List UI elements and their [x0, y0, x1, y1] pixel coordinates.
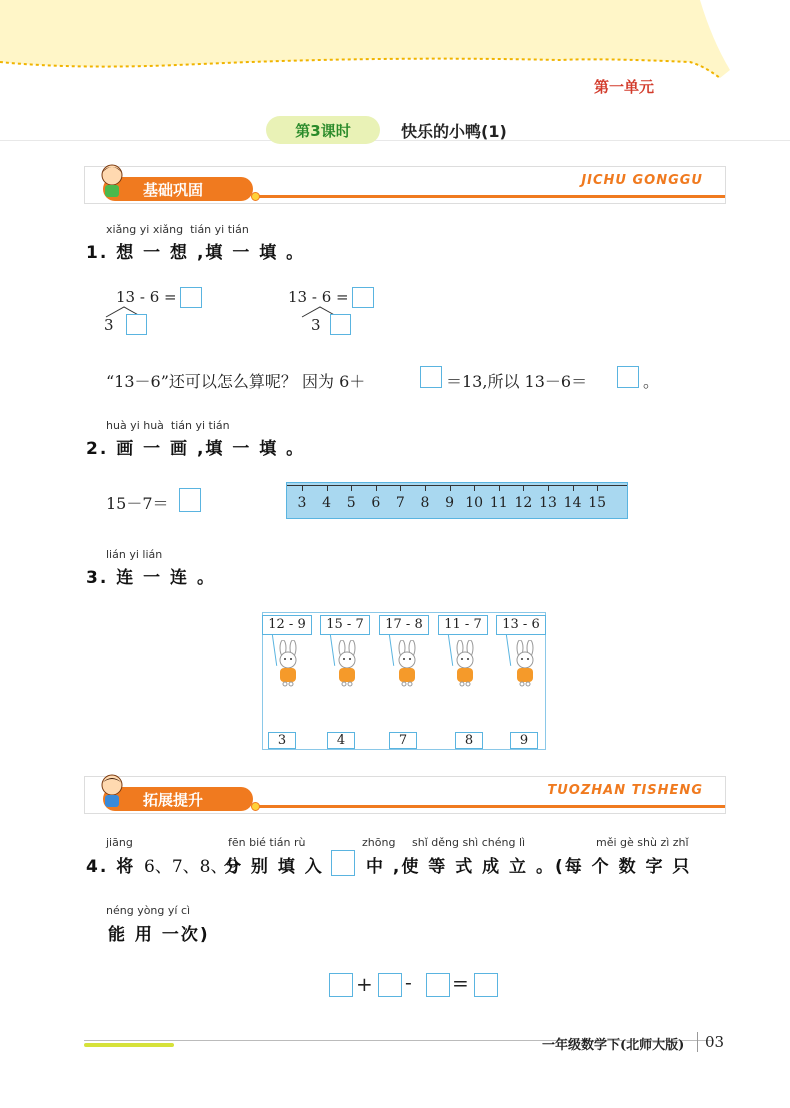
number-line-axis [287, 485, 627, 486]
q1-sentence-box-1[interactable] [420, 366, 442, 388]
top-banner [0, 0, 790, 80]
q4-text-3: 中 ,使 等 式 成 立 。(每 个 数 字 只 [366, 857, 692, 877]
lesson-title: 快乐的小鸭(1) [401, 122, 507, 141]
footer-accent [84, 1043, 174, 1047]
section-dot [251, 192, 260, 201]
number-line-tick [425, 485, 426, 491]
section-en-basic: JICHU GONGGU [581, 173, 703, 188]
q4-pinyin-2: fēn bié tián rù [228, 836, 306, 849]
rabbit-icon [507, 640, 543, 690]
footer-separator [697, 1032, 698, 1052]
q1-sentence-2: ＝13,所以 13－6＝ [446, 372, 588, 391]
number-line-label: 5 [346, 495, 356, 511]
section-underline [253, 805, 725, 808]
answer-card[interactable]: 3 [268, 732, 296, 749]
q2-label: 2. 画 一 画 ,填 一 填 。 [86, 439, 306, 459]
lesson-badge: 第3课时 [266, 116, 380, 144]
q4-text-1: 4. 将 [86, 857, 136, 877]
number-line-label: 6 [371, 495, 381, 511]
q4-box-2[interactable] [378, 973, 402, 997]
q2-answer-box[interactable] [179, 488, 201, 512]
rabbit-icon [270, 640, 306, 690]
q4-sample-box [331, 850, 355, 876]
section-dot [251, 802, 260, 811]
answer-card[interactable]: 7 [389, 732, 417, 749]
q1-expr-a: 13 - 6 = [116, 288, 177, 306]
q1-pinyin: xiǎng yi xiǎng tián yi tián [106, 223, 249, 236]
expression-card[interactable]: 12 - 9 [262, 615, 312, 635]
number-line-label: 7 [395, 495, 405, 511]
q1-sentence-end: 。 [643, 372, 660, 391]
q1-label: 1. 想 一 想 ,填 一 填 。 [86, 243, 306, 263]
rabbit-icon [329, 640, 365, 690]
q4-text-2: 分 别 填 入 [224, 857, 324, 877]
expression-card[interactable]: 13 - 6 [496, 615, 546, 635]
q1-split-box-a[interactable] [126, 314, 147, 335]
boy-mascot-icon [95, 771, 129, 809]
answer-card[interactable]: 4 [327, 732, 355, 749]
q4-op-eq: = [452, 971, 469, 995]
section-title-extend: 拓展提升 [103, 787, 253, 811]
number-line-tick [499, 485, 500, 491]
expression-card[interactable]: 17 - 8 [379, 615, 429, 635]
rabbit-icon [389, 640, 425, 690]
number-line [286, 482, 628, 519]
number-line-tick [474, 485, 475, 491]
q4-pinyin-6: néng yòng yí cì [106, 904, 191, 917]
number-line-label: 11 [489, 495, 508, 511]
q2-expr: 15－7＝ [106, 494, 169, 513]
unit-title: 第一单元 [594, 78, 655, 96]
q1-expr-b: 13 - 6 = [288, 288, 349, 306]
section-underline [253, 195, 725, 198]
number-line-tick [400, 485, 401, 491]
q2-pinyin: huà yi huà tián yi tián [106, 419, 230, 432]
number-line-tick [376, 485, 377, 491]
number-line-label: 4 [322, 495, 332, 511]
number-line-tick [523, 485, 524, 491]
banner-wave [0, 0, 790, 80]
number-line-tick [597, 485, 598, 491]
number-line-label: 8 [420, 495, 430, 511]
number-line-tick [548, 485, 549, 491]
q1-sentence-1: “13－6”还可以怎么算呢？ 因为 6＋ [106, 372, 366, 391]
number-line-label: 12 [514, 495, 533, 511]
answer-card[interactable]: 8 [455, 732, 483, 749]
section-title-basic: 基础巩固 [103, 177, 253, 201]
number-line-tick [351, 485, 352, 491]
expression-card[interactable]: 15 - 7 [320, 615, 370, 635]
section-en-extend: TUOZHAN TISHENG [547, 783, 703, 798]
girl-mascot-icon [95, 161, 129, 199]
q4-box-3[interactable] [426, 973, 450, 997]
expression-card[interactable]: 11 - 7 [438, 615, 488, 635]
number-line-tick [573, 485, 574, 491]
q1-answer-box-b[interactable] [352, 287, 374, 308]
rabbit-icon [447, 640, 483, 690]
section-bar-extend [84, 776, 726, 814]
number-line-tick [327, 485, 328, 491]
answer-card[interactable]: 9 [510, 732, 538, 749]
q4-op-minus: - [405, 970, 412, 994]
divider [0, 140, 790, 141]
q1-sentence-box-2[interactable] [617, 366, 639, 388]
q3-pinyin: lián yi lián [106, 548, 163, 561]
section-bar-basic [84, 166, 726, 204]
page-number: 03 [705, 1033, 725, 1051]
q4-text-4: 能 用 一次) [108, 925, 210, 945]
number-line-label: 15 [588, 495, 607, 511]
q4-numbers: 6、7、8、9 [144, 857, 239, 877]
q1-answer-box-a[interactable] [180, 287, 202, 308]
number-line-label: 3 [297, 495, 307, 511]
footer-book-title: 一年级数学下(北师大版) [542, 1038, 685, 1053]
number-line-label: 14 [563, 495, 582, 511]
number-line-tick [450, 485, 451, 491]
q1-part-a: 3 [104, 316, 114, 334]
number-line-label: 9 [445, 495, 455, 511]
q4-pinyin-3: zhōng [362, 836, 396, 849]
number-line-label: 10 [465, 495, 484, 511]
number-line-tick [302, 485, 303, 491]
q4-op-plus: + [356, 972, 373, 996]
q1-part-b: 3 [311, 316, 321, 334]
q4-box-4[interactable] [474, 973, 498, 997]
q3-label: 3. 连 一 连 。 [86, 568, 216, 588]
q4-pinyin-1: jiāng [106, 836, 133, 849]
number-line-label: 13 [539, 495, 557, 511]
q4-pinyin-5: měi gè shù zì zhǐ [596, 836, 689, 849]
q4-box-1[interactable] [329, 973, 353, 997]
q4-pinyin-4: shǐ děng shì chéng lì [412, 836, 526, 849]
q1-split-box-b[interactable] [330, 314, 351, 335]
